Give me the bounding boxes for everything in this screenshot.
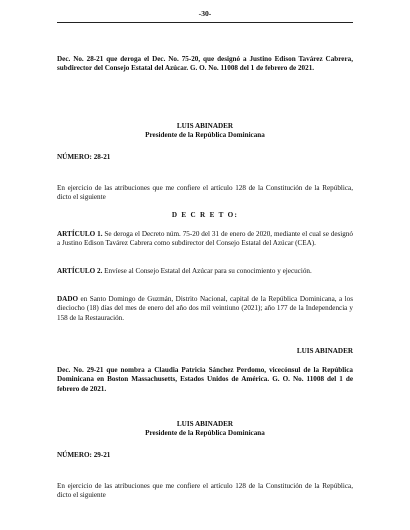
decree-28-signatory-title: Presidente de la República Dominicana	[145, 131, 265, 139]
decree-28-signatory-name: LUIS ABINADER	[176, 122, 234, 130]
dado-text: en Santo Domingo de Guzmán, Distrito Nacional, capital de la República Dominicana, a los dieciocho (18) días del mes de enero del año dos mil veintiuno (2021); año 177 de la Independencia y 158 de la Restauración.	[57, 295, 353, 322]
decree-28-heading: Dec. No. 28-21 que deroga el Dec. No. 75-20, que designó a Justino Edison Tavárez Cabrera, subdirector del Consejo Estatal del Azúcar. G. O. No. 11008 del 1 de febrero de 2021.	[57, 55, 353, 73]
decree-29-preamble: En ejercicio de las atribuciones que me confiere el artículo 128 de la Constitución de la República, dicto el siguiente	[57, 482, 353, 500]
decree-29-heading: Dec. No. 29-21 que nombra a Claudia Patricia Sánchez Perdomo, vicecónsul de la República Dominicana en Boston Massachusetts, Estados Unidos de América. G. O. No. 11008 del 1 de febrero de 2021.	[57, 366, 353, 393]
decree-28-decreto-label: D E C R E T O:	[171, 211, 239, 219]
article-1-label: ARTÍCULO 1.	[57, 230, 103, 238]
decree-29-signatory-title: Presidente de la República Dominicana	[145, 429, 265, 437]
dado-label: DADO	[57, 295, 79, 303]
decree-28-signature: LUIS ABINADER	[296, 347, 353, 355]
article-1-text: Se deroga el Decreto núm. 75-20 del 31 de enero de 2020, mediante el cual se designó a Justino Edison Tavárez Cabrera como subdirector del Consejo Estatal del Azúcar (CEA).	[57, 230, 354, 248]
decree-28-dado	[57, 295, 353, 323]
page-number: -30-	[198, 9, 212, 18]
decree-28-article-2	[57, 267, 353, 276]
article-2-text: Envíese al Consejo Estatal del Azúcar para su conocimiento y ejecución.	[102, 267, 312, 275]
decree-28-preamble: En ejercicio de las atribuciones que me confiere el artículo 128 de la Constitución de la República, dicto el siguiente	[57, 184, 353, 202]
article-2-label: ARTÍCULO 2.	[57, 267, 103, 275]
decree-29-signatory-name: LUIS ABINADER	[176, 420, 234, 428]
decree-29-number: NÚMERO: 29-21	[57, 451, 111, 459]
decree-28-number: NÚMERO: 28-21	[57, 153, 111, 161]
header-rule	[57, 22, 353, 23]
decree-28-article-1	[57, 230, 353, 249]
